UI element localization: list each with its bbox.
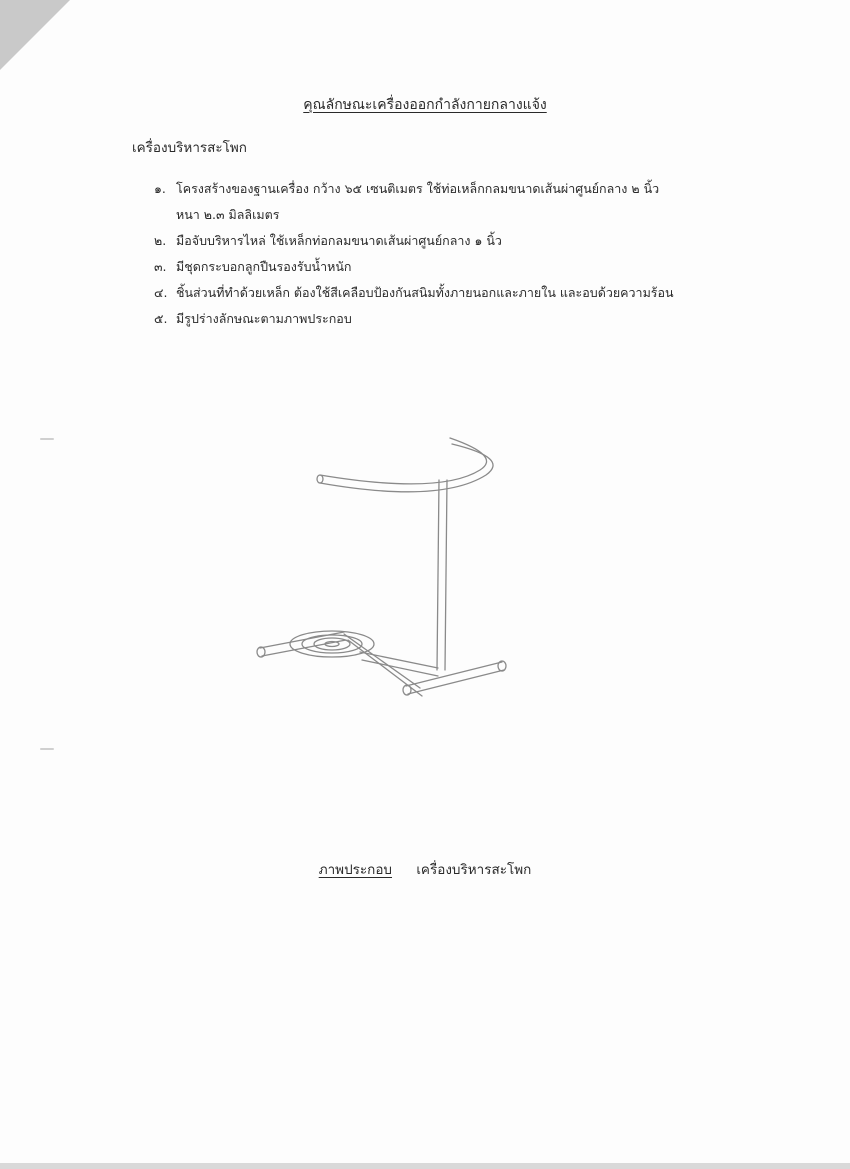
page-title: คุณลักษณะเครื่องออกกำลังกายกลางแจ้ง <box>303 97 547 113</box>
list-item <box>154 306 754 332</box>
caption-text: เครื่องบริหารสะโพก <box>416 862 532 878</box>
list-item <box>154 280 754 306</box>
list-item <box>154 176 754 228</box>
list-item-text: มือจับบริหารไหล่ ใช้เหล็กท่อกลมขนาดเส้นผ่าศูนย์กลาง ๑ นิ้ว <box>176 233 502 248</box>
list-item-number: ๑. <box>154 181 166 196</box>
post-left-edge <box>437 480 439 670</box>
hip-exercise-machine-illustration <box>240 420 540 720</box>
base-tube-cap <box>403 685 411 695</box>
list-item-text: ชิ้นส่วนที่ทำด้วยเหล็ก ต้องใช้สีเคลือบป้องกันสนิมทั้งภายนอกและภายใน และอบด้วยความร้อน <box>176 285 674 300</box>
list-item <box>154 228 754 254</box>
scan-bottom-edge <box>0 1163 850 1169</box>
list-item-number: ๕. <box>154 311 168 326</box>
handle-end-cap <box>317 475 323 483</box>
list-item <box>154 254 754 280</box>
list-item-line: โครงสร้างของฐานเครื่อง กว้าง ๖๕ เซนติเมตร ใช้ท่อเหล็กกลมขนาดเส้นผ่าศูนย์กลาง ๒ นิ้ว <box>176 181 660 196</box>
list-item-line: หนา ๒.๓ มิลลิเมตร <box>176 207 280 222</box>
base-tube-cap <box>257 647 265 657</box>
page-corner-fold <box>0 0 70 70</box>
punch-mark <box>40 748 54 750</box>
handle-curve-outer <box>320 438 487 484</box>
base-front-tube <box>406 662 504 694</box>
caption-label: ภาพประกอบ <box>318 862 393 878</box>
handle-curve-inner <box>320 444 493 492</box>
section-heading: เครื่องบริหารสะโพก <box>132 140 247 156</box>
list-item-text: มีชุดกระบอกลูกปืนรองรับน้ำหนัก <box>176 259 352 274</box>
list-item-number: ๔. <box>154 285 168 300</box>
machine-drawing <box>240 420 540 720</box>
punch-mark <box>40 438 54 440</box>
list-item-text: มีรูปร่างลักษณะตามภาพประกอบ <box>176 311 352 326</box>
rotating-disc-ring <box>314 638 350 650</box>
spec-list <box>154 176 754 332</box>
list-item-number: ๒. <box>154 233 167 248</box>
post-right-edge <box>445 480 447 670</box>
list-item-number: ๓. <box>154 259 167 274</box>
figure-caption <box>0 858 850 880</box>
list-item-text <box>176 176 754 228</box>
